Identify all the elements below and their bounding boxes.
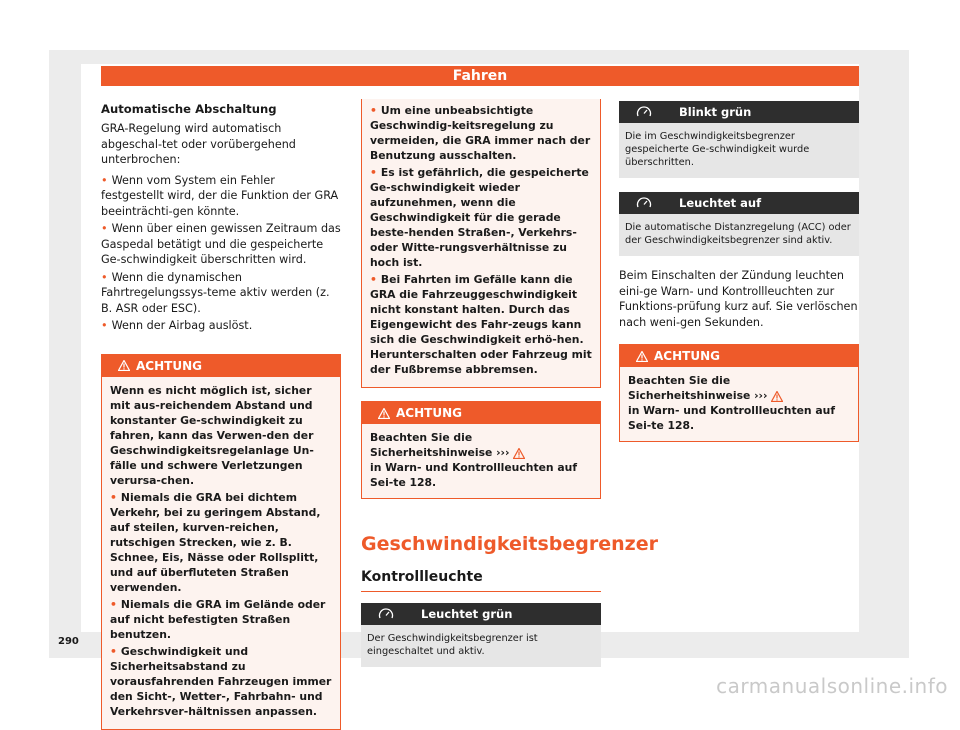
warning-title: ACHTUNG: [136, 358, 202, 373]
warning-title: ACHTUNG: [654, 349, 720, 363]
warning-triangle-icon: [636, 351, 648, 362]
section-title: Geschwindigkeitsbegrenzer: [361, 533, 658, 555]
column-1: [101, 98, 341, 730]
speedometer-icon: [619, 106, 669, 118]
page-number: 290: [58, 636, 79, 647]
watermark: carmanualsonline.info: [716, 674, 948, 698]
chapter-header: Fahren: [101, 66, 859, 86]
warning-title: ACHTUNG: [396, 406, 462, 420]
indicator-header: [619, 101, 859, 123]
warning-header: [620, 345, 858, 367]
list-item: • Wenn die dynamischen Fahrtregelungssys-teme aktiv werden (z. B. ASR oder ESC).: [101, 270, 341, 317]
warning-box: [619, 344, 859, 442]
warning-body: [362, 99, 600, 387]
warning-triangle-icon: [118, 360, 130, 371]
warning-text: in Warn- und Kontrollleuchten auf Sei-te 128.: [370, 461, 578, 489]
warning-body: [362, 424, 600, 498]
list-item: • Wenn der Airbag auslöst.: [101, 318, 341, 334]
warning-item: • Um eine unbeabsichtigte Geschwindig-keitsregelung zu vermeiden, die GRA immer nach der Benutzung ausschalten.: [370, 103, 592, 163]
indicator-label: Leuchtet grün: [421, 607, 513, 621]
warning-header: [102, 355, 340, 377]
warning-text: in Warn- und Kontrollleuchten auf Sei-te 128.: [628, 404, 836, 432]
warning-triangle-icon: [513, 448, 525, 459]
warning-text: Beachten Sie die Sicherheitshinweise ›››: [370, 431, 510, 459]
warning-item: • Niemals die GRA im Gelände oder auf nicht befestigten Straßen benutzen.: [110, 597, 332, 642]
indicator-label: Blinkt grün: [679, 105, 752, 119]
sub-title: Kontrollleuchte: [361, 569, 601, 592]
warning-body: [620, 367, 858, 441]
warning-text: Beachten Sie die Sicherheitshinweise ›››: [628, 374, 768, 402]
speedometer-icon: [361, 608, 411, 620]
list-item: • Wenn vom System ein Fehler festgestellt wird, der die Funktion der GRA beeinträchti-gen könnte.: [101, 173, 341, 220]
warning-lead: Wenn es nicht möglich ist, sicher mit aus-reichendem Abstand und konstanter Ge-schwindigkeit zu fahren, kann das Verwen-den der Geschwindigkeitsregelanlage Un-fälle und schwere Verletzungen verursa-chen.: [110, 383, 314, 487]
warning-box: [361, 401, 601, 499]
indicator-block: [619, 192, 859, 256]
indicator-text: Der Geschwindigkeitsbegrenzer ist eingeschaltet und aktiv.: [361, 625, 601, 667]
intro-text: GRA-Regelung wird automatisch abgeschal-tet oder vorübergehend unterbrochen:: [101, 122, 296, 166]
warning-body: [102, 377, 340, 729]
warning-box: [101, 354, 341, 730]
indicator-block: [619, 101, 859, 178]
list-item: • Wenn über einen gewissen Zeitraum das Gaspedal betätigt und die gespeicherte Ge-schwindigkeit überschritten wird.: [101, 221, 341, 268]
warning-box-continued: [361, 99, 601, 388]
warning-triangle-icon: [378, 408, 390, 419]
column-2: [361, 99, 658, 667]
indicator-text: Die im Geschwindigkeitsbegrenzer gespeicherte Ge-schwindigkeit wurde überschritten.: [619, 123, 859, 178]
indicator-block: [361, 603, 601, 667]
indicator-header: [619, 192, 859, 214]
info-paragraph: Beim Einschalten der Zündung leuchten eini-ge Warn- und Kontrollleuchten zur Funktions-prüfung kurz auf. Sie verlöschen nach weni-gen Sekunden.: [619, 269, 858, 329]
section-heading: Automatische Abschaltung: [101, 102, 277, 116]
indicator-text: Die automatische Distanzregelung (ACC) oder der Geschwindigkeitsbegrenzer sind aktiv.: [619, 214, 859, 256]
column-3: [619, 101, 859, 442]
warning-item: • Geschwindigkeit und Sicherheitsabstand zu vorausfahrenden Fahrzeugen immer den Sicht-, Wetter-, Fahrbahn- und Verkehrsver-hältnissen anpassen.: [110, 644, 332, 719]
indicator-label: Leuchtet auf: [679, 196, 762, 210]
warning-header: [362, 402, 600, 424]
speedometer-icon: [619, 197, 669, 209]
indicator-header: [361, 603, 601, 625]
warning-item: • Es ist gefährlich, die gespeicherte Ge-schwindigkeit wieder aufzunehmen, wenn die Geschwindigkeit für die gerade beste-henden Straßen-, Verkehrs- oder Witte-rungsverhältnisse zu hoch ist.: [370, 165, 592, 270]
warning-triangle-icon: [771, 391, 783, 402]
warning-item: • Niemals die GRA bei dichtem Verkehr, bei zu geringem Abstand, auf steilen, kurven-reichen, rutschigen Strecken, wie z. B. Schnee, Eis, Nässe oder Rollsplitt, und auf überfluteten Straßen verwenden.: [110, 490, 332, 595]
warning-item: • Bei Fahrten im Gefälle kann die GRA die Fahrzeuggeschwindigkeit nicht konstant halten. Durch das Eigengewicht des Fahr-zeugs kann sich die Geschwindigkeit erhö-hen. Herunterschalten oder Fahrzeug mit der Fußbremse abbremsen.: [370, 272, 592, 377]
